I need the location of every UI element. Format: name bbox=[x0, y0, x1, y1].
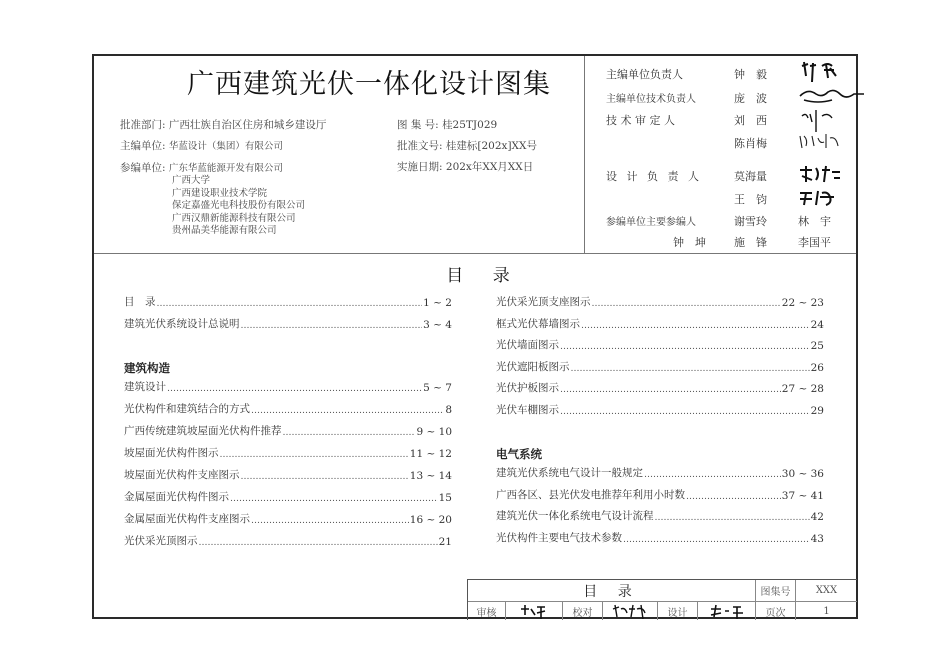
toc-item-title: 光伏墙面图示 bbox=[496, 339, 559, 351]
section-heading-electrical: 电气系统 bbox=[496, 447, 542, 461]
toc-item-title: 框式光伏幕墙图示 bbox=[496, 318, 580, 330]
toc-leader-dots bbox=[241, 321, 423, 331]
participating-unit: 广西大学 bbox=[172, 175, 211, 186]
toc-item-title: 光伏构件主要电气技术参数 bbox=[496, 532, 622, 544]
toc-leader-dots bbox=[571, 364, 810, 374]
toc-item[interactable] bbox=[496, 488, 824, 502]
approval-doc-value: 桂建标[202x]XX号 bbox=[445, 140, 537, 152]
participating-unit: 广东华蓝能源开发有限公司 bbox=[168, 163, 283, 174]
atlas-title: 广西建筑光伏一体化设计图集 bbox=[187, 69, 551, 100]
toc-item-pages: 26 bbox=[810, 362, 824, 374]
participating-unit: 广西汉鼎新能源科技有限公司 bbox=[172, 212, 296, 224]
participating-label: 参编单位: bbox=[120, 162, 166, 174]
toc-item-pages: 1 ~ 2 bbox=[423, 297, 452, 309]
toc-item[interactable] bbox=[496, 317, 824, 331]
page-label: 页次 bbox=[756, 602, 796, 620]
signature-image bbox=[798, 164, 858, 182]
staff-name: 莫海量 bbox=[734, 170, 767, 183]
toc-item-pages: 15 bbox=[438, 492, 452, 504]
staff-role: 技 术 审 定 人 bbox=[606, 114, 675, 127]
toc-item-title: 光伏构件和建筑结合的方式 bbox=[124, 403, 250, 415]
toc-item[interactable] bbox=[124, 380, 452, 394]
toc-item[interactable] bbox=[496, 338, 824, 352]
toc-item-title: 光伏护板图示 bbox=[496, 382, 559, 394]
toc-item-title: 光伏车棚图示 bbox=[496, 404, 559, 416]
toc-item-pages: 37 ~ 41 bbox=[781, 490, 824, 502]
toc-leader-dots bbox=[560, 342, 810, 352]
toc-leader-dots bbox=[623, 535, 810, 545]
toc-item[interactable] bbox=[124, 317, 452, 331]
staff-role: 设 计 负 责 人 bbox=[606, 170, 702, 183]
toc-leader-dots bbox=[167, 384, 422, 394]
toc-item[interactable] bbox=[496, 381, 824, 395]
toc-item-title: 坡屋面光伏构件图示 bbox=[124, 447, 219, 459]
toc-item[interactable] bbox=[124, 468, 452, 482]
check-label: 校对 bbox=[563, 602, 603, 620]
review-label: 审核 bbox=[468, 602, 506, 620]
toc-leader-dots bbox=[241, 472, 409, 482]
atlas-no-value: 桂25TJ029 bbox=[442, 119, 498, 131]
staff-name: 王 钧 bbox=[734, 193, 767, 206]
design-label: 设计 bbox=[658, 602, 698, 620]
toc-item-pages: 30 ~ 36 bbox=[781, 468, 824, 480]
toc-item[interactable] bbox=[124, 512, 452, 526]
approval-doc-row bbox=[397, 140, 537, 153]
staff-name: 刘 西 bbox=[734, 114, 767, 127]
toc-item-pages: 9 ~ 10 bbox=[416, 426, 452, 438]
toc-item-title: 金属屋面光伏构件图示 bbox=[124, 491, 229, 503]
toc-item-title: 光伏遮阳板图示 bbox=[496, 361, 570, 373]
toc-item-pages: 5 ~ 7 bbox=[423, 382, 452, 394]
approval-doc-label: 批准文号: bbox=[397, 140, 443, 152]
toc-item[interactable] bbox=[496, 403, 824, 417]
staff-name: 钟 毅 bbox=[734, 68, 767, 81]
toc-leader-dots bbox=[251, 516, 409, 526]
title-block bbox=[467, 579, 857, 620]
toc-item[interactable] bbox=[496, 360, 824, 374]
toc-item-title: 建筑设计 bbox=[124, 381, 166, 393]
staff-name: 陈肖梅 bbox=[734, 137, 767, 150]
atlas-no-label: 图 集 号: bbox=[397, 119, 439, 131]
toc-item-pages: 43 bbox=[810, 533, 824, 545]
toc-item[interactable] bbox=[496, 509, 824, 523]
toc-item[interactable] bbox=[496, 466, 824, 480]
toc-leader-dots bbox=[592, 299, 781, 309]
toc-leader-dots bbox=[560, 385, 781, 395]
section-heading-building: 建筑构造 bbox=[124, 361, 170, 375]
staff-role: 参编单位主要参编人 bbox=[606, 217, 696, 228]
toc-item-pages: 22 ~ 23 bbox=[781, 297, 824, 309]
review-signature bbox=[506, 602, 563, 620]
toc-item-pages: 24 bbox=[810, 319, 824, 331]
design-signature bbox=[698, 602, 756, 620]
toc-item-pages: 8 bbox=[445, 404, 452, 416]
chief-unit-row bbox=[120, 140, 283, 153]
drawing-frame bbox=[92, 54, 858, 619]
toc-leader-dots bbox=[283, 428, 416, 438]
toc-item-pages: 27 ~ 28 bbox=[781, 383, 824, 395]
toc-item[interactable] bbox=[124, 424, 452, 438]
participating-unit: 保定嘉盛光电科技股份有限公司 bbox=[172, 200, 306, 211]
staff-role: 主编单位负责人 bbox=[606, 68, 683, 81]
toc-leader-dots bbox=[581, 321, 810, 331]
toc-leader-dots bbox=[644, 470, 781, 480]
toc-item-title: 广西传统建筑坡屋面光伏构件推荐 bbox=[124, 425, 282, 437]
chief-unit-value: 华蓝设计（集团）有限公司 bbox=[168, 141, 283, 152]
toc-item-pages: 21 bbox=[438, 536, 452, 548]
signature-image bbox=[798, 86, 868, 104]
participating-unit: 贵州晶美华能源有限公司 bbox=[172, 225, 277, 236]
signature-image bbox=[798, 60, 858, 78]
toc-leader-dots bbox=[157, 299, 423, 309]
toc-item[interactable] bbox=[124, 490, 452, 504]
staff-name: 钟 坤 bbox=[673, 236, 706, 249]
toc-item[interactable] bbox=[124, 295, 452, 309]
toc-item-title: 金属屋面光伏构件支座图示 bbox=[124, 513, 250, 525]
toc-leader-dots bbox=[251, 406, 444, 416]
atlas-no-label: 图集号 bbox=[756, 580, 796, 602]
toc-item-pages: 16 ~ 20 bbox=[409, 514, 452, 526]
toc-item-pages: 3 ~ 4 bbox=[423, 319, 452, 331]
sheet-title: 目 录 bbox=[468, 580, 756, 602]
toc-item-pages: 29 bbox=[810, 405, 824, 417]
staff-name: 谢雪玲 bbox=[734, 215, 767, 228]
toc-item-pages: 25 bbox=[810, 340, 824, 352]
staff-name: 林 宇 bbox=[798, 215, 831, 228]
toc-item[interactable] bbox=[124, 446, 452, 460]
toc-title: 目 录 bbox=[446, 266, 522, 286]
toc-item[interactable] bbox=[124, 534, 452, 548]
signature-image bbox=[798, 108, 858, 126]
toc-item-pages: 13 ~ 14 bbox=[409, 470, 452, 482]
approving-dept-value: 广西壮族自治区住房和城乡建设厅 bbox=[168, 119, 327, 131]
toc-leader-dots bbox=[220, 450, 409, 460]
participating-units-row bbox=[120, 162, 305, 238]
header-horizontal-divider bbox=[94, 253, 856, 254]
effective-date-value: 202x年XX月XX日 bbox=[445, 161, 534, 173]
toc-item-title: 坡屋面光伏构件支座图示 bbox=[124, 469, 240, 481]
signature-image bbox=[798, 132, 858, 150]
toc-item[interactable] bbox=[124, 402, 452, 416]
toc-item-title: 目 录 bbox=[124, 296, 156, 308]
toc-item[interactable] bbox=[496, 295, 824, 309]
toc-item-pages: 11 ~ 12 bbox=[409, 448, 452, 460]
staff-name: 李国平 bbox=[798, 236, 831, 249]
toc-item-title: 建筑光伏系统电气设计一般规定 bbox=[496, 467, 643, 479]
toc-item[interactable] bbox=[496, 531, 824, 545]
atlas-no-value: XXX bbox=[796, 580, 857, 602]
staff-name: 庞 波 bbox=[734, 92, 767, 105]
toc-leader-dots bbox=[686, 492, 781, 502]
approving-dept-row bbox=[120, 119, 326, 132]
toc-item-title: 广西各区、县光伏发电推荐年利用小时数 bbox=[496, 489, 685, 501]
toc-item-title: 建筑光伏系统设计总说明 bbox=[124, 318, 240, 330]
check-signature bbox=[603, 602, 658, 620]
effective-date-label: 实施日期: bbox=[397, 161, 443, 173]
toc-leader-dots bbox=[199, 538, 438, 548]
page-number: 1 bbox=[823, 605, 830, 617]
toc-item-pages: 42 bbox=[810, 511, 824, 523]
effective-date-row bbox=[397, 161, 533, 174]
staff-role: 主编单位技术负责人 bbox=[606, 94, 696, 105]
toc-item-title: 建筑光伏一体化系统电气设计流程 bbox=[496, 510, 654, 522]
toc-leader-dots bbox=[230, 494, 438, 504]
toc-leader-dots bbox=[560, 407, 810, 417]
toc-leader-dots bbox=[655, 513, 810, 523]
toc-item-title: 光伏采光顶支座图示 bbox=[496, 296, 591, 308]
header-vertical-divider bbox=[584, 56, 585, 254]
atlas-no-row bbox=[397, 119, 497, 132]
staff-name: 施 锋 bbox=[734, 236, 767, 249]
approving-dept-label: 批准部门: bbox=[120, 119, 166, 131]
participating-unit: 广西建设职业技术学院 bbox=[172, 187, 268, 199]
toc-item-title: 光伏采光顶图示 bbox=[124, 535, 198, 547]
chief-unit-label: 主编单位: bbox=[120, 140, 166, 152]
signature-image bbox=[798, 187, 858, 205]
